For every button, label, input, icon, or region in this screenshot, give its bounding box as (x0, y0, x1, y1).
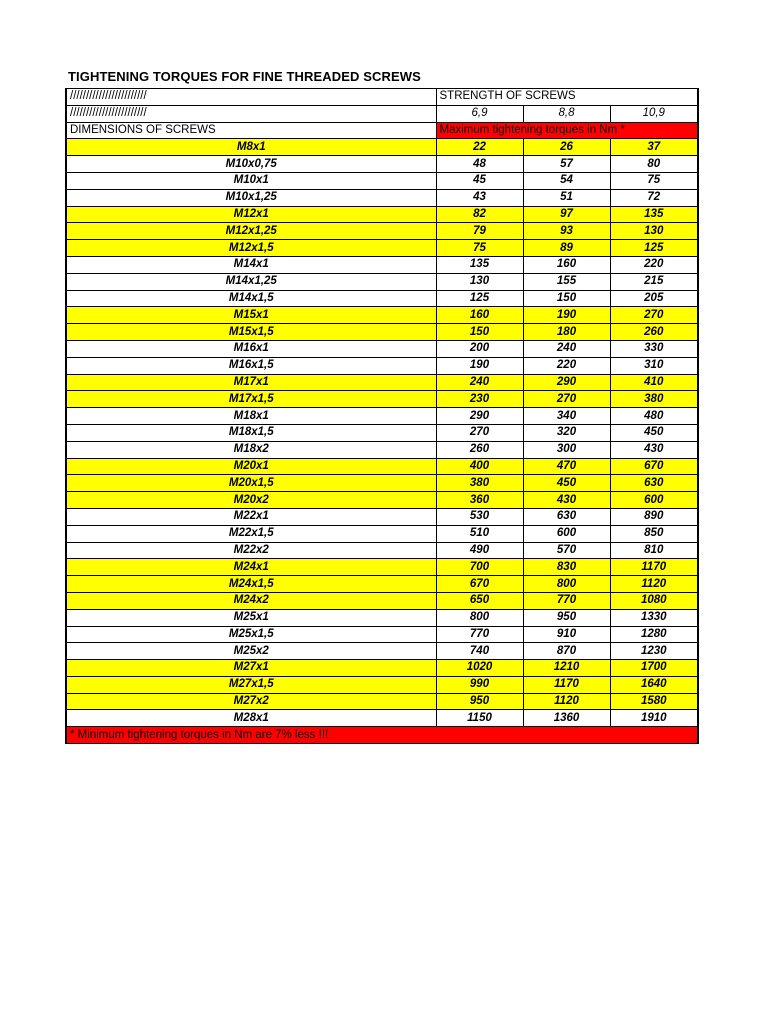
table-row (66, 256, 698, 273)
torque-value-cell: 135 (610, 206, 698, 223)
torque-value-cell: 600 (523, 525, 610, 542)
table-row (66, 660, 698, 677)
table-row (66, 542, 698, 559)
dimensions-label: DIMENSIONS OF SCREWS (66, 122, 436, 139)
torque-value-cell: 82 (436, 206, 523, 223)
torque-value-cell: 1020 (436, 660, 523, 677)
torque-value-cell: 850 (610, 525, 698, 542)
table-row (66, 458, 698, 475)
torque-value-cell: 75 (610, 172, 698, 189)
torque-value-cell: 300 (523, 441, 610, 458)
screw-dimension-cell: M18x1,5 (66, 424, 436, 441)
header-row-strength (66, 89, 698, 106)
table-row (66, 559, 698, 576)
table-row (66, 424, 698, 441)
table-row (66, 592, 698, 609)
torque-value-cell: 215 (610, 273, 698, 290)
grade-6-9: 6,9 (436, 105, 523, 122)
torque-value-cell: 890 (610, 508, 698, 525)
document-title: TIGHTENING TORQUES FOR FINE THREADED SCREWS (68, 69, 421, 84)
screw-dimension-cell: M20x2 (66, 492, 436, 509)
table-row (66, 189, 698, 206)
torque-value-cell: 600 (610, 492, 698, 509)
torque-value-cell: 270 (610, 307, 698, 324)
torque-value-cell: 220 (523, 357, 610, 374)
footnote-cell: * Minimum tightening torques in Nm are 7% less !!! (66, 727, 698, 744)
table-row (66, 156, 698, 173)
torque-value-cell: 200 (436, 340, 523, 357)
torque-value-cell: 320 (523, 424, 610, 441)
torque-value-cell: 1170 (523, 676, 610, 693)
table-row (66, 525, 698, 542)
torque-value-cell: 340 (523, 408, 610, 425)
screw-dimension-cell: M25x1,5 (66, 626, 436, 643)
torque-value-cell: 1700 (610, 660, 698, 677)
screw-dimension-cell: M10x0,75 (66, 156, 436, 173)
torque-value-cell: 220 (610, 256, 698, 273)
screw-dimension-cell: M27x1,5 (66, 676, 436, 693)
table-row (66, 240, 698, 257)
torque-value-cell: 330 (610, 340, 698, 357)
torque-value-cell: 770 (523, 592, 610, 609)
header-row-dimensions (66, 122, 698, 139)
filler-cell: //////////////////////// (66, 105, 436, 122)
table-row (66, 172, 698, 189)
torque-value-cell: 630 (523, 508, 610, 525)
torque-value-cell: 80 (610, 156, 698, 173)
screw-dimension-cell: M12x1 (66, 206, 436, 223)
table-row (66, 340, 698, 357)
torque-value-cell: 810 (610, 542, 698, 559)
table-row (66, 206, 698, 223)
torque-value-cell: 150 (436, 324, 523, 341)
torque-value-cell: 1170 (610, 559, 698, 576)
torque-value-cell: 530 (436, 508, 523, 525)
torque-value-cell: 310 (610, 357, 698, 374)
table-row (66, 139, 698, 156)
torque-value-cell: 37 (610, 139, 698, 156)
torque-value-cell: 450 (523, 475, 610, 492)
torque-value-cell: 51 (523, 189, 610, 206)
filler-cell: //////////////////////// (66, 89, 436, 106)
screw-dimension-cell: M24x2 (66, 592, 436, 609)
table-row (66, 492, 698, 509)
torque-value-cell: 360 (436, 492, 523, 509)
torque-value-cell: 290 (436, 408, 523, 425)
grade-10-9: 10,9 (610, 105, 698, 122)
torque-value-cell: 510 (436, 525, 523, 542)
torque-value-cell: 270 (523, 391, 610, 408)
torque-value-cell: 380 (436, 475, 523, 492)
screw-dimension-cell: M12x1,25 (66, 223, 436, 240)
torque-value-cell: 950 (436, 693, 523, 710)
table-row (66, 391, 698, 408)
table-row (66, 290, 698, 307)
torque-value-cell: 450 (610, 424, 698, 441)
torque-value-cell: 205 (610, 290, 698, 307)
table-row (66, 576, 698, 593)
screw-dimension-cell: M24x1,5 (66, 576, 436, 593)
torque-value-cell: 125 (610, 240, 698, 257)
torque-value-cell: 470 (523, 458, 610, 475)
torque-value-cell: 570 (523, 542, 610, 559)
torque-value-cell: 670 (610, 458, 698, 475)
torque-value-cell: 180 (523, 324, 610, 341)
screw-dimension-cell: M27x2 (66, 693, 436, 710)
torque-value-cell: 1120 (523, 693, 610, 710)
torque-value-cell: 830 (523, 559, 610, 576)
torque-value-cell: 800 (523, 576, 610, 593)
table-row (66, 408, 698, 425)
torque-table (65, 88, 699, 744)
torque-value-cell: 72 (610, 189, 698, 206)
torque-value-cell: 240 (436, 374, 523, 391)
screw-dimension-cell: M15x1 (66, 307, 436, 324)
screw-dimension-cell: M25x2 (66, 643, 436, 660)
table-row (66, 676, 698, 693)
torque-value-cell: 770 (436, 626, 523, 643)
screw-dimension-cell: M12x1,5 (66, 240, 436, 257)
torque-value-cell: 270 (436, 424, 523, 441)
screw-dimension-cell: M10x1,25 (66, 189, 436, 206)
torque-value-cell: 130 (436, 273, 523, 290)
torque-value-cell: 1210 (523, 660, 610, 677)
torque-value-cell: 290 (523, 374, 610, 391)
screw-dimension-cell: M18x1 (66, 408, 436, 425)
torque-value-cell: 630 (610, 475, 698, 492)
torque-value-cell: 54 (523, 172, 610, 189)
screw-dimension-cell: M8x1 (66, 139, 436, 156)
torque-value-cell: 43 (436, 189, 523, 206)
torque-value-cell: 130 (610, 223, 698, 240)
torque-value-cell: 1330 (610, 609, 698, 626)
screw-dimension-cell: M20x1 (66, 458, 436, 475)
torque-value-cell: 89 (523, 240, 610, 257)
torque-value-cell: 1080 (610, 592, 698, 609)
table-row (66, 710, 698, 727)
torque-value-cell: 97 (523, 206, 610, 223)
torque-value-cell: 650 (436, 592, 523, 609)
footnote-row (66, 727, 698, 744)
screw-dimension-cell: M16x1 (66, 340, 436, 357)
torque-value-cell: 57 (523, 156, 610, 173)
table-row (66, 357, 698, 374)
torque-value-cell: 1580 (610, 693, 698, 710)
torque-value-cell: 93 (523, 223, 610, 240)
torque-value-cell: 1120 (610, 576, 698, 593)
screw-dimension-cell: M16x1,5 (66, 357, 436, 374)
table-row (66, 441, 698, 458)
table-row (66, 626, 698, 643)
torque-value-cell: 1360 (523, 710, 610, 727)
torque-value-cell: 990 (436, 676, 523, 693)
table-row (66, 508, 698, 525)
torque-value-cell: 160 (523, 256, 610, 273)
torque-value-cell: 490 (436, 542, 523, 559)
table-row (66, 324, 698, 341)
torque-value-cell: 26 (523, 139, 610, 156)
screw-dimension-cell: M18x2 (66, 441, 436, 458)
torque-value-cell: 190 (436, 357, 523, 374)
screw-dimension-cell: M14x1,25 (66, 273, 436, 290)
torque-value-cell: 150 (523, 290, 610, 307)
table-row (66, 693, 698, 710)
torque-value-cell: 240 (523, 340, 610, 357)
torque-value-cell: 1280 (610, 626, 698, 643)
torque-value-cell: 75 (436, 240, 523, 257)
torque-value-cell: 125 (436, 290, 523, 307)
torque-value-cell: 1230 (610, 643, 698, 660)
torque-value-cell: 1150 (436, 710, 523, 727)
torque-value-cell: 700 (436, 559, 523, 576)
torque-value-cell: 230 (436, 391, 523, 408)
torque-value-cell: 260 (436, 441, 523, 458)
torque-value-cell: 1640 (610, 676, 698, 693)
table-row (66, 307, 698, 324)
screw-dimension-cell: M17x1,5 (66, 391, 436, 408)
max-torque-label: Maximum tightening torques in Nm * (436, 122, 698, 139)
screw-dimension-cell: M25x1 (66, 609, 436, 626)
screw-dimension-cell: M24x1 (66, 559, 436, 576)
torque-value-cell: 740 (436, 643, 523, 660)
table-row (66, 273, 698, 290)
screw-dimension-cell: M22x1 (66, 508, 436, 525)
strength-label: STRENGTH OF SCREWS (436, 89, 698, 106)
header-row-grades (66, 105, 698, 122)
table-row (66, 223, 698, 240)
torque-value-cell: 1910 (610, 710, 698, 727)
table-row (66, 609, 698, 626)
torque-value-cell: 910 (523, 626, 610, 643)
table-row (66, 643, 698, 660)
torque-value-cell: 22 (436, 139, 523, 156)
screw-dimension-cell: M28x1 (66, 710, 436, 727)
screw-dimension-cell: M15x1,5 (66, 324, 436, 341)
screw-dimension-cell: M22x1,5 (66, 525, 436, 542)
torque-value-cell: 260 (610, 324, 698, 341)
torque-value-cell: 430 (610, 441, 698, 458)
torque-value-cell: 380 (610, 391, 698, 408)
torque-value-cell: 870 (523, 643, 610, 660)
torque-value-cell: 48 (436, 156, 523, 173)
torque-value-cell: 400 (436, 458, 523, 475)
screw-dimension-cell: M10x1 (66, 172, 436, 189)
grade-8-8: 8,8 (523, 105, 610, 122)
screw-dimension-cell: M14x1 (66, 256, 436, 273)
screw-dimension-cell: M27x1 (66, 660, 436, 677)
torque-value-cell: 670 (436, 576, 523, 593)
torque-value-cell: 155 (523, 273, 610, 290)
torque-value-cell: 480 (610, 408, 698, 425)
table-row (66, 475, 698, 492)
torque-value-cell: 430 (523, 492, 610, 509)
torque-value-cell: 800 (436, 609, 523, 626)
table-row (66, 374, 698, 391)
torque-value-cell: 45 (436, 172, 523, 189)
torque-value-cell: 190 (523, 307, 610, 324)
torque-value-cell: 410 (610, 374, 698, 391)
torque-value-cell: 950 (523, 609, 610, 626)
screw-dimension-cell: M22x2 (66, 542, 436, 559)
screw-dimension-cell: M14x1,5 (66, 290, 436, 307)
screw-dimension-cell: M17x1 (66, 374, 436, 391)
torque-value-cell: 135 (436, 256, 523, 273)
screw-dimension-cell: M20x1,5 (66, 475, 436, 492)
torque-value-cell: 79 (436, 223, 523, 240)
torque-value-cell: 160 (436, 307, 523, 324)
